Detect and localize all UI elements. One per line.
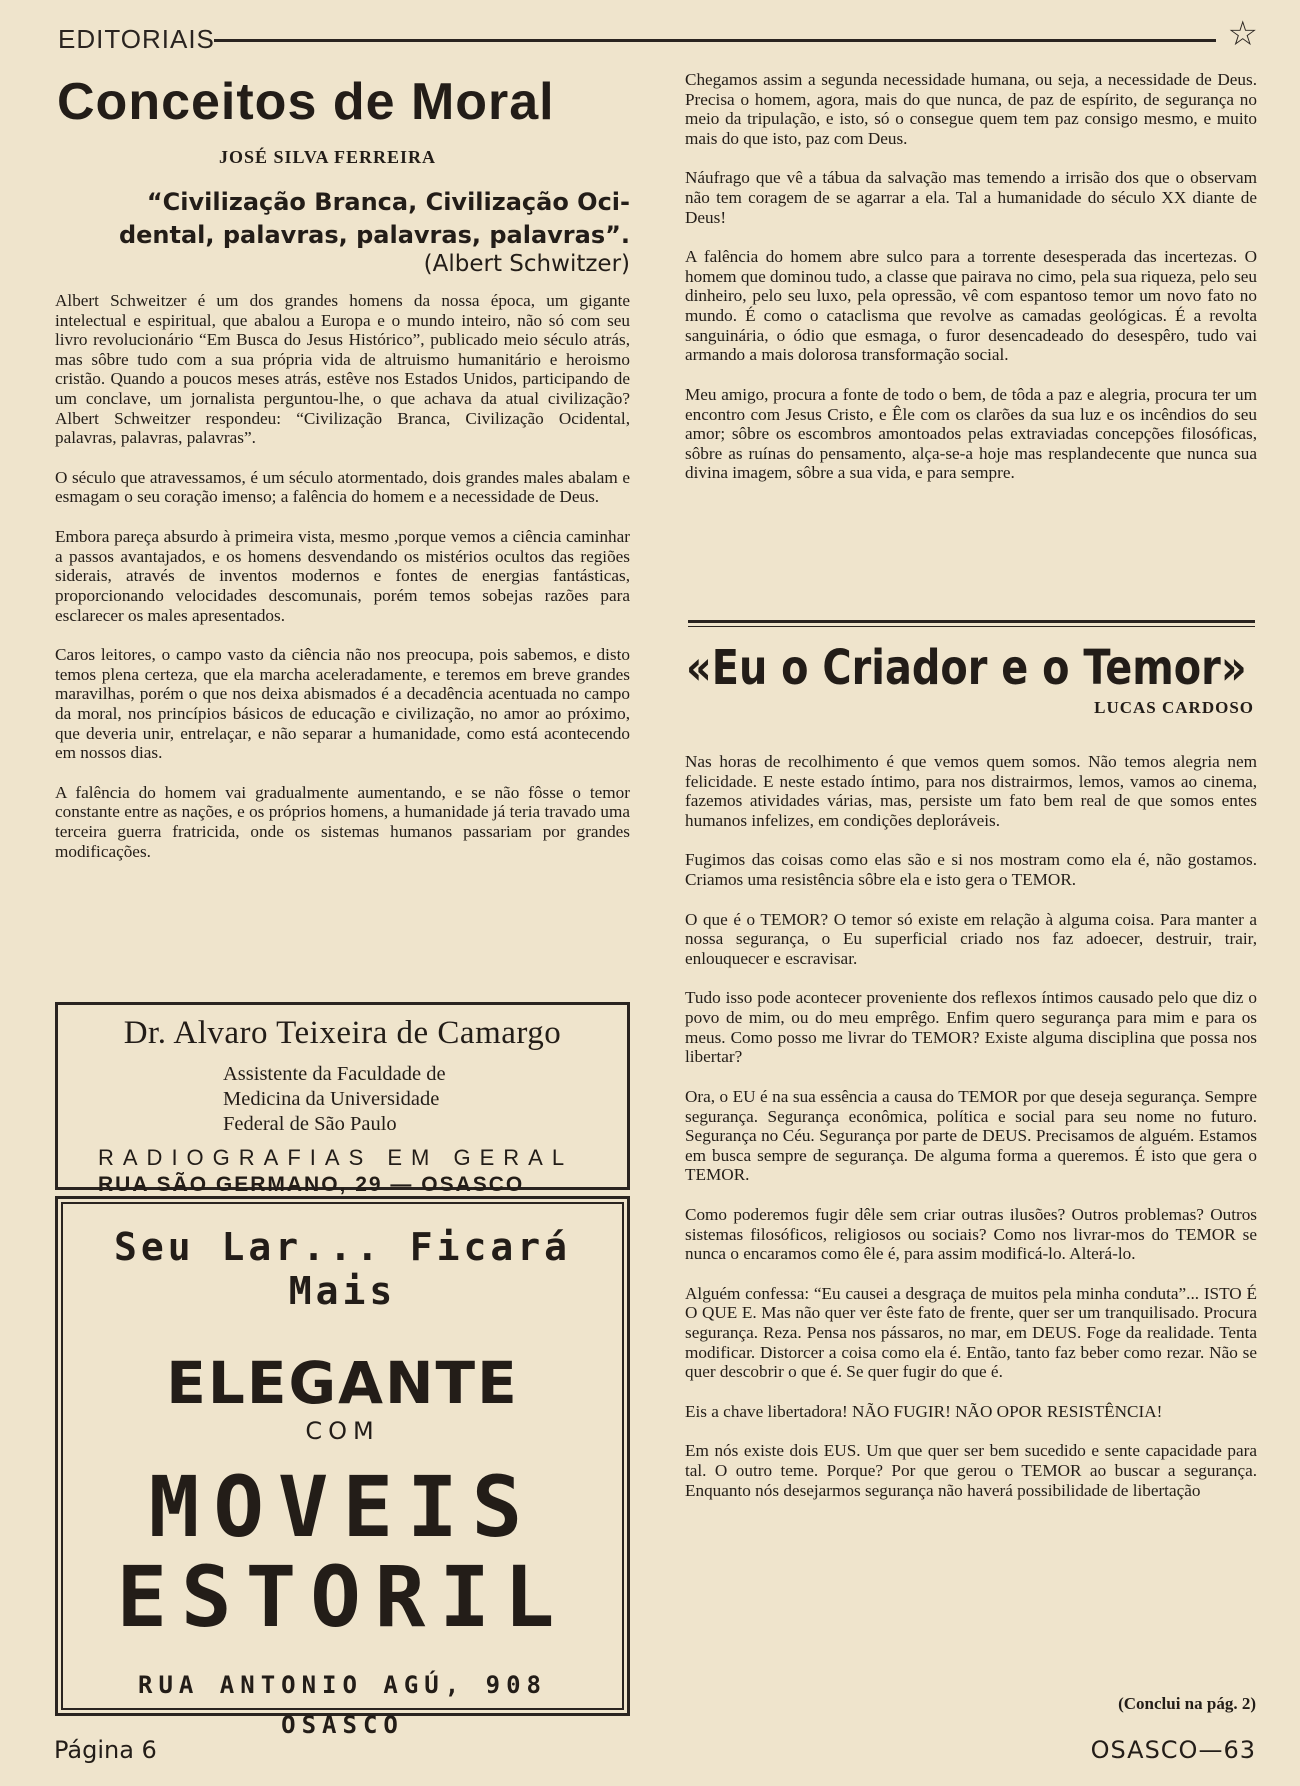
header-rule [214, 39, 1216, 42]
issue-label: OSASCO—63 [1090, 1736, 1256, 1764]
paragraph: Chegamos assim a segunda necessidade humana, ou seja, a necessidade de Deus. Precisa o homem, agora, mais do que nunca, de paz de espírito, de segurança no meio da tripulação, e isto, só o consegue quem tem paz consigo mesmo, e muito mais do que isto, paz com Deus. [685, 70, 1257, 148]
ad-elegante: ELEGANTE [166, 1349, 519, 1417]
ad-address: RUA ANTONIO AGÚ, 908 [138, 1671, 547, 1699]
paragraph: Fugimos das coisas como elas são e si nos mostram como ela é, não gostamos. Criamos uma resistência sôbre ela e isto gera o TEMOR. [685, 850, 1257, 890]
ad-dr-alvaro [55, 1002, 630, 1196]
article-author: JOSÉ SILVA FERREIRA [218, 147, 437, 168]
article-eu-o-criador [685, 752, 1257, 1520]
ad-com: COM [305, 1417, 380, 1445]
paragraph: Nas horas de recolhimento é que vemos quem somos. Não temos alegria nem felicidade. E neste estado íntimo, para nos distrairmos, lemos, vamos ao cinema, fazemos atividades várias, mas, persiste um fato bem real de que somos entes humanos infelizes, em condições deploráveis. [685, 752, 1257, 830]
ad-doctor-name: Dr. Alvaro Teixeira de Camargo [123, 1015, 562, 1051]
paragraph: A falência do homem vai gradualmente aumentando, e se não fôsse o temor constante entre as nações, e os próprios homens, a humanidade já teria travado uma terceira guerra fratricida, onde os sistemas humanos passariam por grandes modificações. [55, 782, 630, 861]
section-label: EDITORIAIS [58, 24, 215, 54]
page-number: Página 6 [54, 1736, 157, 1764]
paragraph: Como poderemos fugir dêle sem criar outras ilusões? Outros problemas? Outros sistemas filosóficos, religiosos ou sociais? Como nos livrar-mos do TEMOR se nunca o encaramos como êle é, para assim modificá-lo. Alterá-lo. [685, 1204, 1257, 1264]
epigraph-line: dental, palavras, palavras, palavras”. [118, 220, 630, 249]
ad-credentials [223, 1062, 627, 1137]
paragraph: Ora, o EU é na sua essência a causa do TEMOR por que deseja segurança. Sempre segurança. Segurança econômica, política e social para seu nome no futuro. Segurança no Céu. Segurança por parte de DEUS. Precisamos de alguém. Estamos em busca sempre de segurança. De alguma forma a queremos. É isto que gera o TEMOR. [685, 1086, 1257, 1185]
ad-city: OSASCO [281, 1711, 404, 1739]
article-body [685, 752, 1257, 1500]
ad-brand-estoril: ESTORIL [116, 1548, 569, 1646]
ad-moveis-estoril [55, 1196, 630, 1739]
article-title: Conceitos de Moral [57, 73, 555, 131]
star-icon: ☆ [1227, 16, 1258, 53]
paragraph: Tudo isso pode acontecer proveniente dos reflexos íntimos causado pelo que diz o povo de mim, ou do meu emprêgo. Enfim quero segurança para mim e para os meus. Como posso me livrar do TEMOR? Existe alguma disciplina que possa nos libertar? [685, 988, 1257, 1067]
ad-line: Assistente da Faculdade de [223, 1063, 446, 1085]
ad-line: Medicina da Universidade [223, 1088, 440, 1110]
article-author: LUCAS CARDOSO [1094, 698, 1254, 717]
ad-line: Federal de São Paulo [223, 1113, 397, 1135]
paragraph: Caros leitores, o campo vasto da ciência não nos preocupa, pois sabemos, e disto temos plena certeza, que ela marcha aceleradamente, e teremos em breve grandes maravilhas, porém o que nos deixa abismados é a decadência acentuada no campo da moral, nos princípios básicos de educação e civilização, no amor ao próximo, que deveria unir, entrelaçar, e não separar a humanidade, como está acontecendo em nossos dias. [55, 645, 630, 763]
paragraph: A falência do homem abre sulco para a torrente desesperada das incertezas. O homem que dominou tudo, a classe que pairava no cimo, pela sua riqueza, pelo seu dinheiro, pelo seu luxo, pela opressão, vê com espantoso temor um novo fato no mundo. É como o cataclisma que revolve as camadas geológicas. É a revolta sanguinária, o ódio que esmaga, o furor desencadeado do desespêro, tudo vai armando a mais dolorosa transformação social. [685, 247, 1257, 365]
article-divider [688, 620, 1255, 623]
article-divider-thin [688, 626, 1255, 627]
epigraph-line: “Civilização Branca, Civilização Oci- [146, 188, 630, 217]
paragraph: Eis a chave libertadora! NÃO FUGIR! NÃO OPOR RESISTÊNCIA! [685, 1401, 1163, 1421]
ad-address: RUA SÃO GERMANO, 29 — OSASCO [98, 1173, 525, 1196]
article-body [685, 70, 1257, 483]
epigraph-source: (Albert Schwitzer) [423, 250, 630, 277]
paragraph: O que é o TEMOR? O temor só existe em relação à alguma coisa. Para manter a nossa segurança, o Eu superficial criado nos faz adoecer, destruir, trair, enlouquecer e escravisar. [685, 909, 1257, 968]
paragraph: Alguém confessa: “Eu causei a desgraça de muitos pela minha conduta”... ISTO É O QUE E. Mas não quer ver êste fato de frente, quer ser um tranquilisado. Procura segurança. Reza. Pensa nos pássaros, no mar, em DEUS. Foge da realidade. Tenta modificar. Distorcer a coisa como ela é. Então, tanto faz beber como rezar. Não se quer descobrir o que é. Se quer fugir do que é. [685, 1283, 1257, 1382]
continuation-note: (Conclui na pág. 2) [1118, 1694, 1256, 1713]
paragraph: Embora pareça absurdo à primeira vista, mesmo ,porque vemos a ciência caminhar a passos avantajados, e os homens desvendando os mistérios ocultos das regiões siderais, através de inventos modernos e fontes de energias fantásticas, proporcionando velocidades descomunais, porém temos sobejas razões para esclarecer os males apresentados. [55, 527, 630, 625]
paragraph: O século que atravessamos, é um século atormentado, dois grandes males abalam e esmagam o seu coração imenso; a falência do homem e a necessidade de Deus. [55, 467, 630, 507]
article-conceitos-continued [685, 70, 1257, 503]
article-conceitos-de-moral [55, 62, 630, 881]
article-title: «Eu o Criador e o Temor» [686, 640, 1247, 696]
epigraph [55, 186, 630, 251]
paragraph: Meu amigo, procura a fonte de todo o bem, de tôda a paz e alegria, procura ter um encontro com Jesus Cristo, e Êle com os clarões da sua luz e os incêndios do seu amor; sôbre os escombros amontoados pelas extraviadas concepções filosóficas, sôbre as ruínas do pensamento, alça-se-a hoje mas resplandecente que nunca sua divina imagem, sôbre a sua vida, e para sempre. [685, 384, 1257, 483]
paragraph: Em nós existe dois EUS. Um que quer ser bem sucedido e sente capacidade para tal. O outro teme. Porque? Por que gerou o TEMOR ao buscar a segurança. Enquanto nós desejarmos segurança não haverá possibilidade de libertação [685, 1441, 1257, 1500]
paragraph: Albert Schweitzer é um dos grandes homens da nossa época, um gigante intelectual e espiritual, que abalou a Europa e o mundo inteiro, não só com seu livro revolucionário “Em Busca do Jesus Histórico”, publicado meio século atrás, mas sôbre tudo com a sua própria vida de altruismo humanitário e heroismo cristão. Quando a poucos meses atrás, estêve nos Estados Unidos, participando de um conclave, um jornalista perguntou-lhe, o que achava da atual civilização? Albert Schweitzer respondeu: “Civilização Branca, Civilização Ocidental, palavras, palavras, palavras”. [55, 290, 630, 448]
ad-headline: Seu Lar... Ficará Mais [114, 1225, 571, 1313]
ad-services: RADIOGRAFIAS EM GERAL [98, 1145, 574, 1170]
ad-brand-moveis: MOVEIS [148, 1458, 537, 1556]
section-header [58, 16, 1258, 58]
article-body [55, 291, 630, 861]
paragraph: Náufrago que vê a tábua da salvação mas temendo a irrisão dos que o observam não tem coragem de se agarrar a ela. Tal a humanidade do século XX diante de Deus! [685, 168, 1257, 227]
